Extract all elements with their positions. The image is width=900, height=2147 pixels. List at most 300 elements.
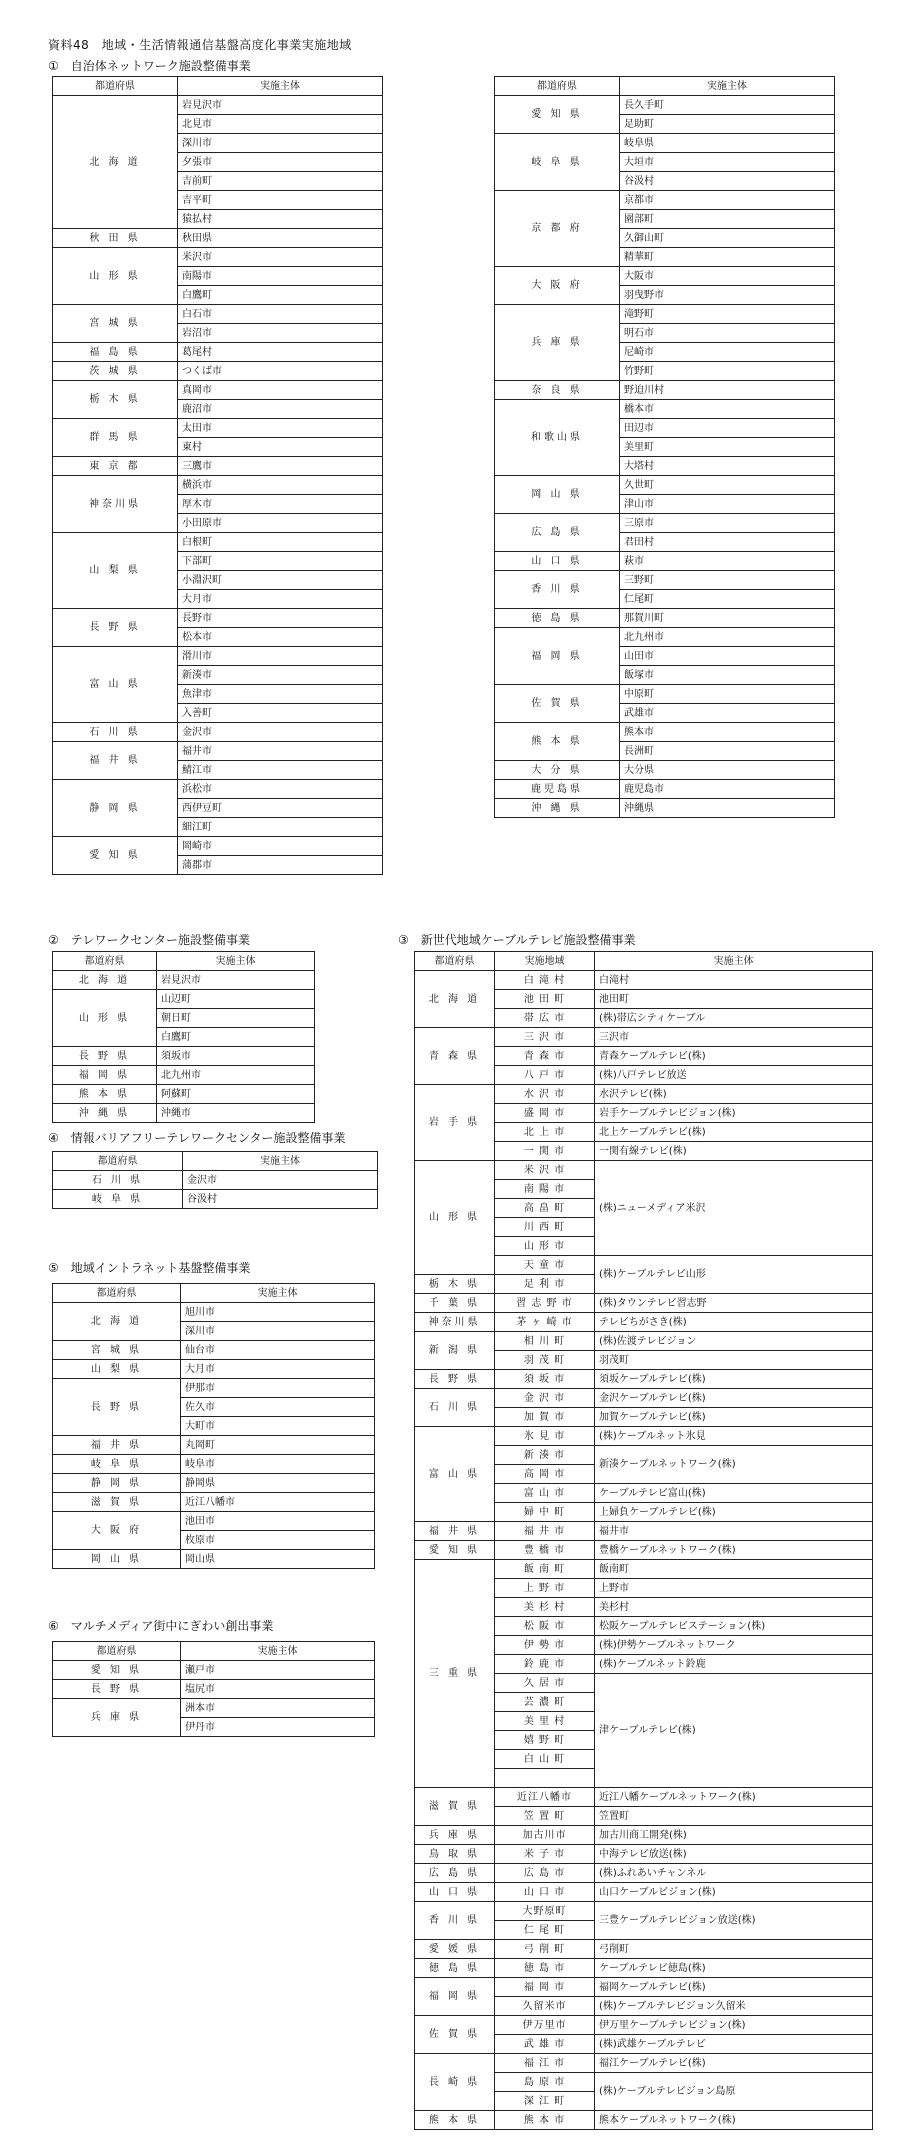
area-cell: 高 岡 市 <box>495 1465 595 1484</box>
operator-cell: 北上ケーブルテレビ(株) <box>595 1123 873 1142</box>
area-cell: 鈴 鹿 市 <box>495 1655 595 1674</box>
area-cell: 久 居 市 <box>495 1674 595 1693</box>
entity-cell: 伊丹市 <box>181 1718 375 1737</box>
operator-cell: 池田町 <box>595 990 873 1009</box>
table-row <box>495 571 835 590</box>
column-header: 都道府県 <box>53 77 178 96</box>
entity-cell: 大垣市 <box>620 153 835 172</box>
table-row <box>53 1661 375 1680</box>
entity-cell: 真岡市 <box>178 381 383 400</box>
entity-cell: 佐久市 <box>181 1398 375 1417</box>
prefecture-cell: 広 島 県 <box>495 514 620 552</box>
table-row <box>53 990 315 1009</box>
operator-cell: 飯南町 <box>595 1560 873 1579</box>
area-cell: 帯 広 市 <box>495 1009 595 1028</box>
table-row <box>415 1560 873 1579</box>
prefecture-cell: 宮 城 県 <box>53 305 178 343</box>
entity-cell: 北九州市 <box>620 628 835 647</box>
entity-cell: 夕張市 <box>178 153 383 172</box>
area-cell: 白 山 町 <box>495 1750 595 1769</box>
prefecture-cell: 熊 本 県 <box>415 2111 495 2130</box>
prefecture-cell: 秋 田 県 <box>53 229 178 248</box>
entity-cell: 金沢市 <box>183 1171 378 1190</box>
entity-cell: 瀬戸市 <box>181 1661 375 1680</box>
document-title: 資料48 地域・生活情報通信基盤高度化事業実施地域 <box>48 38 352 52</box>
table-row <box>415 1161 873 1180</box>
entity-cell: 入善町 <box>178 704 383 723</box>
operator-cell: 一関有線テレビ(株) <box>595 1142 873 1161</box>
prefecture-cell: 滋 賀 県 <box>53 1493 181 1512</box>
prefecture-cell: 栃 木 県 <box>415 1275 495 1294</box>
prefecture-cell: 静 岡 県 <box>53 780 178 837</box>
entity-cell: 大分県 <box>620 761 835 780</box>
prefecture-cell: 神奈川県 <box>53 476 178 533</box>
prefecture-cell: 岡 山 県 <box>495 476 620 514</box>
prefecture-cell: 富 山 県 <box>415 1427 495 1522</box>
prefecture-cell: 兵 庫 県 <box>415 1826 495 1845</box>
entity-cell: 大月市 <box>181 1360 375 1379</box>
entity-cell: 小田原市 <box>178 514 383 533</box>
entity-cell: 山辺町 <box>157 990 315 1009</box>
entity-cell: 橋本市 <box>620 400 835 419</box>
prefecture-cell: 山 梨 県 <box>53 533 178 609</box>
prefecture-cell: 愛 媛 県 <box>415 1940 495 1959</box>
entity-cell: 野迫川村 <box>620 381 835 400</box>
table-row <box>53 305 383 324</box>
table-row <box>495 514 835 533</box>
entity-cell: 滝野町 <box>620 305 835 324</box>
prefecture-cell: 愛 知 県 <box>495 96 620 134</box>
table-row <box>415 1788 873 1807</box>
table-row <box>53 1512 375 1531</box>
header-row <box>495 77 835 96</box>
section-table <box>52 951 315 1123</box>
table-row <box>53 1360 375 1379</box>
area-cell: 芸 濃 町 <box>495 1693 595 1712</box>
section-title: ⑥ マルチメディア街中にぎわい創出事業 <box>48 1619 274 1633</box>
entity-cell: 山田市 <box>620 647 835 666</box>
area-cell: 池 田 町 <box>495 990 595 1009</box>
operator-cell: (株)ケーブルネット氷見 <box>595 1427 873 1446</box>
table-row <box>495 96 835 115</box>
entity-cell: 秋田県 <box>178 229 383 248</box>
area-cell: 富 山 市 <box>495 1484 595 1503</box>
prefecture-cell: 北 海 道 <box>415 971 495 1028</box>
table-row <box>415 1541 873 1560</box>
prefecture-cell: 三 重 県 <box>415 1560 495 1788</box>
area-cell: 習 志 野 市 <box>495 1294 595 1313</box>
operator-cell: 福岡ケーブルテレビ(株) <box>595 1978 873 1997</box>
entity-cell: 長洲町 <box>620 742 835 761</box>
table-row <box>53 476 383 495</box>
operator-cell: ケーブルテレビ徳島(株) <box>595 1959 873 1978</box>
table-row <box>53 1190 378 1209</box>
column-header: 都道府県 <box>53 1152 183 1171</box>
prefecture-cell: 京 都 府 <box>495 191 620 267</box>
operator-cell: 三豊ケーブルテレビジョン放送(株) <box>595 1902 873 1940</box>
prefecture-cell: 群 馬 県 <box>53 419 178 457</box>
area-cell: 白 滝 村 <box>495 971 595 990</box>
column-header: 実施主体 <box>620 77 835 96</box>
entity-cell: 小淵沢町 <box>178 571 383 590</box>
operator-cell: 津ケーブルテレビ(株) <box>595 1674 873 1788</box>
table-row <box>415 1332 873 1351</box>
area-cell: 徳 島 市 <box>495 1959 595 1978</box>
area-cell: 茅 ヶ 崎 市 <box>495 1313 595 1332</box>
column-header: 実施主体 <box>595 952 873 971</box>
prefecture-cell: 福 井 県 <box>53 1436 181 1455</box>
table-row <box>495 780 835 799</box>
area-cell: 米 沢 市 <box>495 1161 595 1180</box>
column-header: 都道府県 <box>53 1642 181 1661</box>
table-row <box>53 248 383 267</box>
entity-cell: 滑川市 <box>178 647 383 666</box>
prefecture-cell: 佐 賀 県 <box>495 685 620 723</box>
prefecture-cell: 長 野 県 <box>53 609 178 647</box>
table-row <box>415 1902 873 1921</box>
prefecture-cell: 長 野 県 <box>53 1379 181 1436</box>
entity-cell: 長野市 <box>178 609 383 628</box>
prefecture-cell: 沖 縄 県 <box>495 799 620 818</box>
prefecture-cell: 広 島 県 <box>415 1864 495 1883</box>
entity-cell: 岐阜市 <box>181 1455 375 1474</box>
prefecture-cell: 新 潟 県 <box>415 1332 495 1370</box>
entity-cell: 深川市 <box>181 1322 375 1341</box>
table-row <box>53 343 383 362</box>
prefecture-cell: 長 崎 県 <box>415 2054 495 2111</box>
operator-cell: 水沢テレビ(株) <box>595 1085 873 1104</box>
entity-cell: 鹿沼市 <box>178 400 383 419</box>
table-row <box>53 419 383 438</box>
table-row <box>415 1085 873 1104</box>
prefecture-cell: 北 海 道 <box>53 971 157 990</box>
area-cell: 松 阪 市 <box>495 1617 595 1636</box>
table-row <box>53 533 383 552</box>
prefecture-cell: 宮 城 県 <box>53 1341 181 1360</box>
prefecture-cell: 熊 本 県 <box>495 723 620 761</box>
table-row <box>495 476 835 495</box>
table-row <box>495 267 835 286</box>
entity-cell: 伊那市 <box>181 1379 375 1398</box>
table-row <box>53 723 383 742</box>
table-row <box>415 1389 873 1408</box>
prefecture-cell: 岐 阜 県 <box>495 134 620 191</box>
entity-cell: つくば市 <box>178 362 383 381</box>
entity-cell: 蒲郡市 <box>178 856 383 875</box>
table-row <box>495 134 835 153</box>
section-title: ② テレワークセンター施設整備事業 <box>48 933 251 947</box>
entity-cell: 静岡県 <box>181 1474 375 1493</box>
area-cell: 嬉 野 町 <box>495 1731 595 1750</box>
prefecture-cell: 兵 庫 県 <box>495 305 620 381</box>
table-row <box>415 1845 873 1864</box>
column-header: 都道府県 <box>495 77 620 96</box>
area-cell: 足 利 市 <box>495 1275 595 1294</box>
table-row <box>53 229 383 248</box>
entity-cell: 洲本市 <box>181 1699 375 1718</box>
area-cell: 豊 橋 市 <box>495 1541 595 1560</box>
prefecture-cell: 山 口 県 <box>495 552 620 571</box>
prefecture-cell: 長 野 県 <box>53 1047 157 1066</box>
entity-cell: 近江八幡市 <box>181 1493 375 1512</box>
table-row <box>53 837 383 856</box>
column-header: 実施主体 <box>183 1152 378 1171</box>
entity-cell: 大町市 <box>181 1417 375 1436</box>
table-row <box>53 1085 315 1104</box>
column-header: 都道府県 <box>415 952 495 971</box>
operator-cell: (株)ケーブルネット鈴鹿 <box>595 1655 873 1674</box>
entity-cell: 南陽市 <box>178 267 383 286</box>
operator-cell: 山口ケーブルビジョン(株) <box>595 1883 873 1902</box>
prefecture-cell: 香 川 県 <box>495 571 620 609</box>
entity-cell: 羽曳野市 <box>620 286 835 305</box>
area-cell: 近江八幡市 <box>495 1788 595 1807</box>
area-cell: 川 西 町 <box>495 1218 595 1237</box>
cable-tv-table <box>414 951 873 2130</box>
table-row <box>415 1883 873 1902</box>
entity-cell: 白鷹町 <box>178 286 383 305</box>
entity-cell: 鹿児島市 <box>620 780 835 799</box>
entity-cell: 下部町 <box>178 552 383 571</box>
operator-cell: (株)タウンテレビ習志野 <box>595 1294 873 1313</box>
entity-cell: 塩尻市 <box>181 1680 375 1699</box>
table-row <box>415 1427 873 1446</box>
table-row <box>53 647 383 666</box>
table-row <box>53 1379 375 1398</box>
area-cell: 羽 茂 町 <box>495 1351 595 1370</box>
operator-cell: (株)ニューメディア米沢 <box>595 1161 873 1256</box>
entity-cell: 竹野町 <box>620 362 835 381</box>
operator-cell: 青森ケーブルテレビ(株) <box>595 1047 873 1066</box>
entity-cell: 精華町 <box>620 248 835 267</box>
table-row <box>415 1978 873 1997</box>
entity-cell: 仁尾町 <box>620 590 835 609</box>
operator-cell: (株)ケーブルテレビジョン久留米 <box>595 1997 873 2016</box>
prefecture-cell: 長 野 県 <box>415 1370 495 1389</box>
entity-cell: 沖縄県 <box>620 799 835 818</box>
operator-cell: 加古川商工開発(株) <box>595 1826 873 1845</box>
table-row <box>53 742 383 761</box>
entity-cell: 浜松市 <box>178 780 383 799</box>
prefecture-cell: 福 岡 県 <box>53 1066 157 1085</box>
entity-cell: 白石市 <box>178 305 383 324</box>
header-row <box>53 1642 375 1661</box>
operator-cell: 伊万里ケーブルテレビジョン(株) <box>595 2016 873 2035</box>
area-cell: 南 陽 市 <box>495 1180 595 1199</box>
section-title: ④ 情報バリアフリーテレワークセンター施設整備事業 <box>48 1131 346 1145</box>
area-cell: 島 原 市 <box>495 2073 595 2092</box>
table-row <box>53 1680 375 1699</box>
table-row <box>495 381 835 400</box>
prefecture-cell: 石 川 県 <box>53 723 178 742</box>
operator-cell: 豊橋ケーブルネットワーク(株) <box>595 1541 873 1560</box>
operator-cell: 熊本ケーブルネットワーク(株) <box>595 2111 873 2130</box>
section-table <box>52 76 383 875</box>
entity-cell: 金沢市 <box>178 723 383 742</box>
entity-cell: 須坂市 <box>157 1047 315 1066</box>
table-row <box>415 1940 873 1959</box>
table-row <box>415 1522 873 1541</box>
section-table <box>494 76 835 818</box>
entity-cell: 吉前町 <box>178 172 383 191</box>
entity-cell: 大月市 <box>178 590 383 609</box>
area-cell: 須 坂 市 <box>495 1370 595 1389</box>
entity-cell: 北九州市 <box>157 1066 315 1085</box>
entity-cell: 米沢市 <box>178 248 383 267</box>
table-row <box>53 1455 375 1474</box>
prefecture-cell: 徳 島 県 <box>495 609 620 628</box>
entity-cell: 京都市 <box>620 191 835 210</box>
area-cell: 北 上 市 <box>495 1123 595 1142</box>
area-cell: 婦 中 町 <box>495 1503 595 1522</box>
prefecture-cell: 熊 本 県 <box>53 1085 157 1104</box>
operator-cell: 福井市 <box>595 1522 873 1541</box>
prefecture-cell: 長 野 県 <box>53 1680 181 1699</box>
area-cell: 熊 本 市 <box>495 2111 595 2130</box>
header-row <box>53 1284 375 1303</box>
area-cell: 美 里 村 <box>495 1712 595 1731</box>
entity-cell: 長久手町 <box>620 96 835 115</box>
operator-cell: (株)武雄ケーブルテレビ <box>595 2035 873 2054</box>
operator-cell: 弓削町 <box>595 1940 873 1959</box>
prefecture-cell: 岐 阜 県 <box>53 1190 183 1209</box>
table-row <box>415 2054 873 2073</box>
area-cell: 高 畠 町 <box>495 1199 595 1218</box>
prefecture-cell: 愛 知 県 <box>53 1661 181 1680</box>
table-row <box>53 1303 375 1322</box>
entity-cell: 岩見沢市 <box>157 971 315 990</box>
entity-cell: 魚津市 <box>178 685 383 704</box>
column-header: 実施地域 <box>495 952 595 971</box>
column-header: 都道府県 <box>53 952 157 971</box>
area-cell: 美 杉 村 <box>495 1598 595 1617</box>
table-row <box>53 1047 315 1066</box>
operator-cell: 上野市 <box>595 1579 873 1598</box>
table-row <box>495 628 835 647</box>
prefecture-cell: 奈 良 県 <box>495 381 620 400</box>
area-cell: 福 江 市 <box>495 2054 595 2073</box>
area-cell: 八 戸 市 <box>495 1066 595 1085</box>
table-row <box>415 1313 873 1332</box>
table-row <box>495 400 835 419</box>
area-cell: 山 形 市 <box>495 1237 595 1256</box>
area-cell: 加古川市 <box>495 1826 595 1845</box>
prefecture-cell: 大 阪 府 <box>495 267 620 305</box>
operator-cell: (株)ケーブルテレビジョン島原 <box>595 2073 873 2111</box>
prefecture-cell: 福 井 県 <box>53 742 178 780</box>
table-row <box>53 381 383 400</box>
area-cell: 相 川 町 <box>495 1332 595 1351</box>
entity-cell: 明石市 <box>620 324 835 343</box>
prefecture-cell: 岡 山 県 <box>53 1550 181 1569</box>
entity-cell: 厚木市 <box>178 495 383 514</box>
prefecture-cell: 石 川 県 <box>415 1389 495 1427</box>
prefecture-cell: 福 井 県 <box>415 1522 495 1541</box>
area-cell: 金 沢 市 <box>495 1389 595 1408</box>
table-row <box>53 609 383 628</box>
entity-cell: 君田村 <box>620 533 835 552</box>
table-row <box>53 971 315 990</box>
area-cell: 米 子 市 <box>495 1845 595 1864</box>
entity-cell: 岩見沢市 <box>178 96 383 115</box>
prefecture-cell: 山 形 県 <box>53 990 157 1047</box>
prefecture-cell: 徳 島 県 <box>415 1959 495 1978</box>
prefecture-cell: 福 岡 県 <box>415 1978 495 2016</box>
prefecture-cell: 茨 城 県 <box>53 362 178 381</box>
table-row <box>415 2016 873 2035</box>
area-cell: 三 沢 市 <box>495 1028 595 1047</box>
prefecture-cell: 青 森 県 <box>415 1028 495 1085</box>
prefecture-cell: 千 葉 県 <box>415 1294 495 1313</box>
entity-cell: 朝日町 <box>157 1009 315 1028</box>
table-row <box>53 96 383 115</box>
operator-cell: (株)佐渡テレビジョン <box>595 1332 873 1351</box>
prefecture-cell: 兵 庫 県 <box>53 1699 181 1737</box>
area-cell: 大野原町 <box>495 1902 595 1921</box>
section-title: ⑤ 地域イントラネット基盤整備事業 <box>48 1261 251 1275</box>
entity-cell: 北見市 <box>178 115 383 134</box>
entity-cell: 萩市 <box>620 552 835 571</box>
area-cell: 久留米市 <box>495 1997 595 2016</box>
entity-cell: 三鷹市 <box>178 457 383 476</box>
header-row <box>53 1152 378 1171</box>
table-row <box>495 191 835 210</box>
area-cell: 武 雄 市 <box>495 2035 595 2054</box>
operator-cell: (株)ふれあいチャンネル <box>595 1864 873 1883</box>
operator-cell: 須坂ケーブルテレビ(株) <box>595 1370 873 1389</box>
entity-cell: 西伊豆町 <box>178 799 383 818</box>
prefecture-cell: 山 形 県 <box>53 248 178 305</box>
entity-cell: 三原市 <box>620 514 835 533</box>
header-row <box>53 952 315 971</box>
column-header: 実施主体 <box>181 1642 375 1661</box>
area-cell: 笠 置 町 <box>495 1807 595 1826</box>
area-cell: 青 森 市 <box>495 1047 595 1066</box>
operator-cell: 松阪ケーブルテレビステーション(株) <box>595 1617 873 1636</box>
column-header: 実施主体 <box>178 77 383 96</box>
area-cell <box>495 1769 595 1788</box>
entity-cell: 足助町 <box>620 115 835 134</box>
operator-cell: テレビちがさき(株) <box>595 1313 873 1332</box>
operator-cell: (株)ケーブルテレビ山形 <box>595 1256 873 1294</box>
operator-cell: 新湊ケーブルネットワーク(株) <box>595 1446 873 1484</box>
operator-cell: 笠置町 <box>595 1807 873 1826</box>
area-cell: 仁 尾 町 <box>495 1921 595 1940</box>
prefecture-cell: 石 川 県 <box>53 1171 183 1190</box>
entity-cell: 谷汲村 <box>620 172 835 191</box>
entity-cell: 深川市 <box>178 134 383 153</box>
table-row <box>53 362 383 381</box>
entity-cell: 谷汲村 <box>183 1190 378 1209</box>
area-cell: 氷 見 市 <box>495 1427 595 1446</box>
table-row <box>53 1171 378 1190</box>
entity-cell: 猿払村 <box>178 210 383 229</box>
section-table <box>52 1283 375 1569</box>
prefecture-cell: 福 岡 県 <box>495 628 620 685</box>
operator-cell: ケーブルテレビ富山(株) <box>595 1484 873 1503</box>
entity-cell: 葛尾村 <box>178 343 383 362</box>
operator-cell: 加賀ケーブルテレビ(株) <box>595 1408 873 1427</box>
table-row <box>495 305 835 324</box>
prefecture-cell: 愛 知 県 <box>53 837 178 875</box>
column-header: 都道府県 <box>53 1284 181 1303</box>
operator-cell: 金沢ケーブルテレビ(株) <box>595 1389 873 1408</box>
area-cell: 弓 削 町 <box>495 1940 595 1959</box>
area-cell: 深 江 町 <box>495 2092 595 2111</box>
prefecture-cell: 沖 縄 県 <box>53 1104 157 1123</box>
table-row <box>495 761 835 780</box>
entity-cell: 阿蘇町 <box>157 1085 315 1104</box>
